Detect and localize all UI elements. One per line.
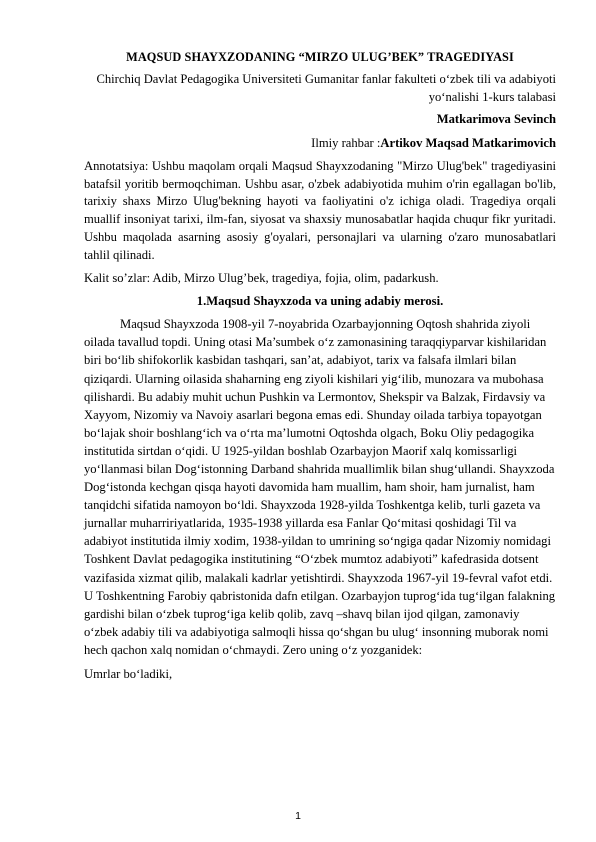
page-number: 1 (295, 810, 301, 822)
body-paragraph: Maqsud Shayxzoda 1908-yil 7-noyabrida Ozarbayjonning Oqtosh shahrida ziyoli oilada tavallud topdi. Uning otasi Ma’sumbek o‘z zamonasining taraqqiyparvar kishilaridan biri bo‘lib shifokorlik kasbidan tashqari, san’at, adabiyot, tarix va falsafa ilmlari bilan qiziqardi. Ularning oilasida shaharning eng ziyoli kishilari yig‘ilib, munozara va mubohasa qilishardi. Bu adabiy muhit uchun Pushkin va Lermontov, Shekspir va Balzak, Firdavsiy va Xayyom, Nizomiy va Navoiy asarlari begona emas edi. Shunday oilada tarbiya topayotgan bo‘lajak shoir boshlang‘ich va o‘rta ma’lumotni Oqtoshda olgach, Boku Oliy pedagogika institutida sirtdan o‘qidi. U 1925-yildan boshlab Ozarbayjon Maorif xalq komissarligi yo‘llanmasi bilan Dog‘istonning Darband shahrida muallimlik bilan shug‘ullandi. Shayxzoda Dog‘istonda kechgan qisqa hayoti davomida ham muallim, ham shoir, ham jurnalist, ham tanqidchi sifatida namoyon bo‘ldi. Shayxzoda 1928-yilda Toshkentga kelib, turli gazeta va jurnallar muharririyatlarida, 1935-1938 yillarda esa Fanlar Qo‘mitasi qoshidagi Til va adabiyot institutida ilmiy xodim, 1938-yildan to umrining so‘ngiga qadar Nizomiy nomidagi Toshkent Davlat pedagogika institutining “O‘zbek mumtoz adabiyoti” kafedrasida dotsent vazifasida xizmat qilib, malakali kadrlar yetishtirdi. Shayxzoda 1967-yil 19-fevral vafot etdi. U Toshkentning Farobiy qabristonida dafn etilgan. Ozarbayjon tuprog‘ida tug‘ilgan falakning gardishi bilan o‘zbek tuprog‘iga kelib qolib, zavq –shavq bilan ijod qilgan, zamonaviy o‘zbek adabiy tili va adabiyotiga salmoqli hissa qo‘shgan bu ulug‘ insonning muborak nomi hech qachon xalq nomidan o‘chmaydi. Zero uning o‘z yozganidek: (84, 317, 556, 657)
keywords-line: Kalit so’zlar: Adib, Mirzo Ulug’bek, tragediya, fojia, olim, padarkush. (84, 271, 439, 286)
abstract-paragraph: Annotatsiya: Ushbu maqolam orqali Maqsud Shayxzodaning "Mirzo Ulug'bek" tragediyasini batafsil yoritib bermoqchiman. Ushbu asar, o'zbek adabiyotida muhim o'rin egallagan bo'lib, tarixiy shaxs Mirzo Ulug'bekning hayoti va faoliyatini o'z ichiga oladi. Tragediya orqali muallif insoniyat tarixi, ilm-fan, siyosat va shaxsiy munosabatlar haqida chuqur fikr yuritadi. Ushbu maqolada asarning asosiy g'oyalari, personajlari va ularning o'zaro munosabatlari tahlil qilinadi. (84, 159, 556, 262)
advisor-line (84, 134, 556, 152)
advisor-label: Ilmiy rahbar : (311, 136, 381, 150)
author-affiliation: Chirchiq Davlat Pedagogika Universiteti Gumanitar fanlar fakulteti o‘zbek tili va adabiyoti yo‘nalishi 1-kurs talabasi (96, 72, 556, 104)
author-name: Matkarimova Sevinch (436, 112, 556, 126)
paper-title: MAQSUD SHAYXZODANING “MIRZO ULUG’BEK” TRAGEDIYASI (126, 50, 514, 64)
advisor-name: Artikov Maqsad Matkarimovich (380, 136, 556, 150)
section-heading: 1.Maqsud Shayxzoda va uning adabiy merosi. (196, 294, 444, 309)
poem-line: Umrlar bo‘ladiki, (84, 667, 173, 681)
document-page (84, 50, 556, 683)
